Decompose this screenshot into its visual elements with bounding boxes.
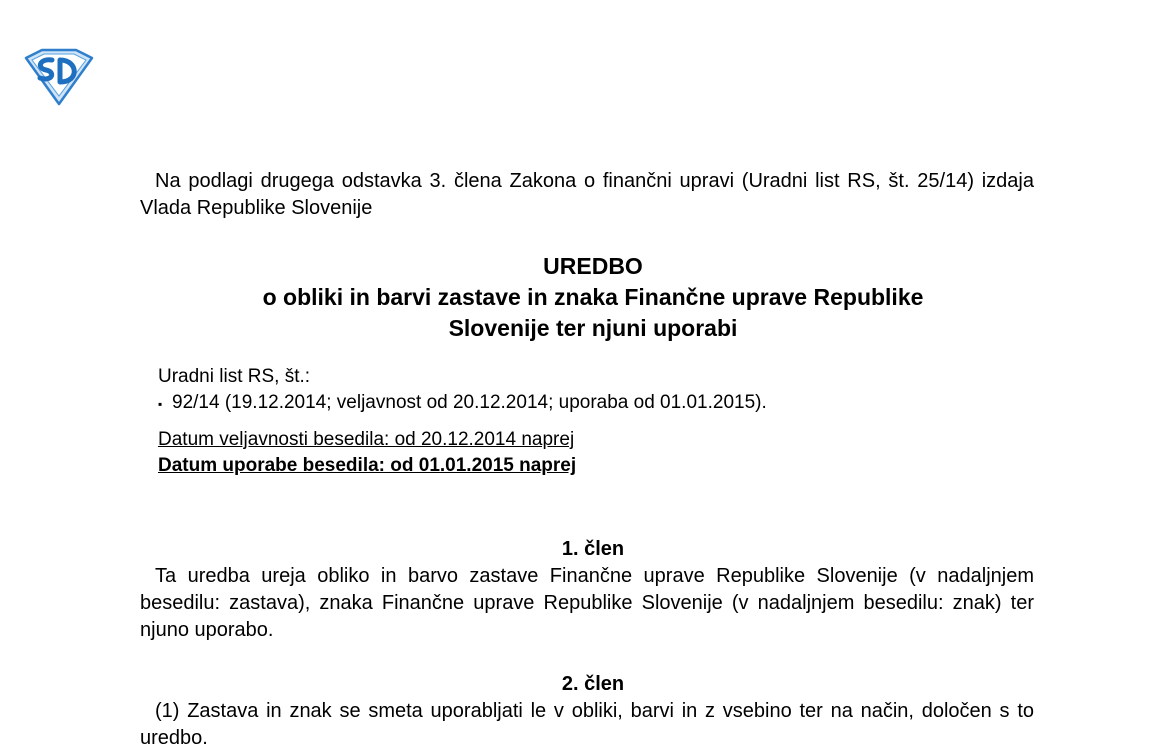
document-body <box>140 168 1034 752</box>
clen-1-text: Ta uredba ureja obliko in barvo zastave Finančne uprave Republike Slovenije (v nadaljnjem besedilu: zastava), znaka Finančne uprave Republike Slovenije (v nadaljnjem besedilu: znak) ter njuno uporabo. <box>140 565 1034 641</box>
clen-2-text: (1) Zastava in znak se smeta uporabljati le v obliki, barvi in z vsebino ter na način, določen s to uredbo. <box>140 700 1034 749</box>
sd-logo-icon <box>22 48 96 106</box>
title-line-1: UREDBO <box>543 253 643 279</box>
datum-veljavnosti: Datum veljavnosti besedila: od 20.12.2014 naprej <box>158 429 575 450</box>
uradni-list-block <box>140 364 1034 417</box>
datum-uporabe: Datum uporabe besedila: od 01.01.2015 naprej <box>158 455 577 476</box>
intro-paragraph: Na podlagi drugega odstavka 3. člena Zakona o finančni upravi (Uradni list RS, št. 25/14) izdaja Vlada Republike Slovenije <box>140 170 1034 219</box>
clen-1 <box>140 536 1034 644</box>
document-title <box>140 251 1034 344</box>
bullet-icon: ▪ <box>158 397 163 411</box>
clen-1-heading: 1. člen <box>561 538 625 560</box>
uradni-list-label: Uradni list RS, št.: <box>158 366 311 387</box>
uradni-list-entry: 92/14 (19.12.2014; veljavnost od 20.12.2014; uporaba od 01.01.2015). <box>172 392 767 413</box>
title-line-3: Slovenije ter njuni uporabi <box>448 315 738 341</box>
clen-2 <box>140 671 1034 752</box>
dates-block <box>140 427 1034 479</box>
title-line-2: o obliki in barvi zastave in znaka Finančne uprave Republike <box>262 284 924 310</box>
uradni-list-entry-row <box>158 390 1034 417</box>
clen-2-heading: 2. člen <box>561 673 625 695</box>
